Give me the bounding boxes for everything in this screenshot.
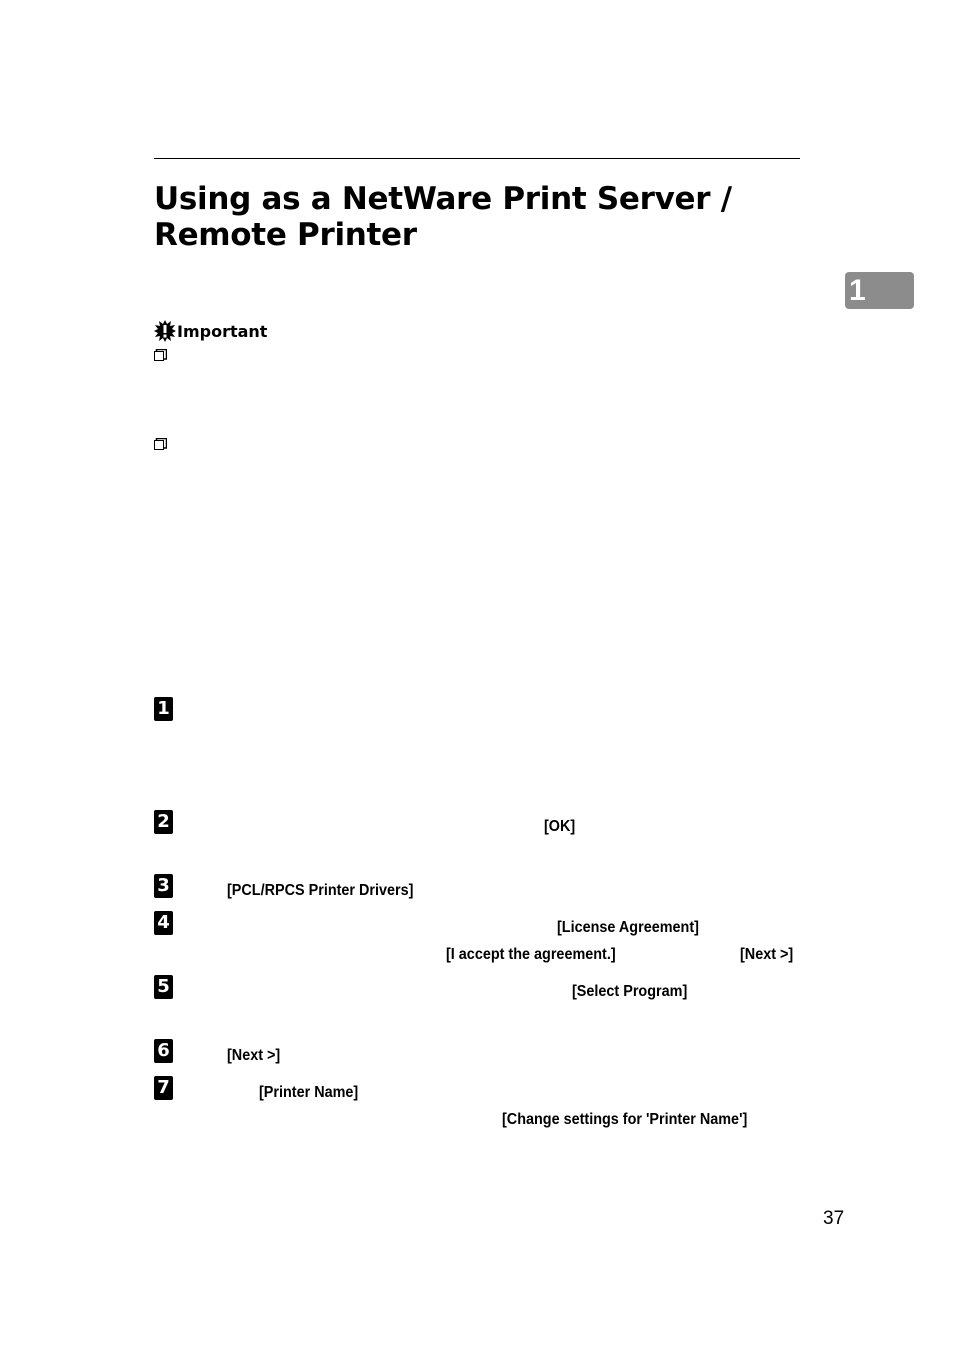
- change-settings-label: [Change settings for 'Printer Name']: [502, 1111, 748, 1128]
- ok-button-label: [OK]: [544, 818, 576, 835]
- license-agreement-label: [License Agreement]: [557, 919, 699, 936]
- step-number: 2: [154, 810, 173, 834]
- step-number: 5: [154, 975, 173, 999]
- page-number: 37: [823, 1208, 845, 1229]
- bullet-checkbox-icon: [154, 349, 166, 361]
- step-number: 1: [154, 697, 173, 721]
- next-button-label: [Next >]: [227, 1047, 281, 1064]
- accept-agreement-label: [I accept the agreement.]: [446, 946, 616, 963]
- important-label: Important: [177, 321, 268, 341]
- pcl-rpcs-printer-drivers-label: [PCL/RPCS Printer Drivers]: [227, 882, 414, 899]
- step-number: 6: [154, 1039, 173, 1063]
- select-program-label: [Select Program]: [572, 983, 688, 1000]
- important-burst-icon: [154, 320, 176, 342]
- step-number: 7: [154, 1076, 173, 1100]
- printer-name-label: [Printer Name]: [259, 1084, 359, 1101]
- step-number: 4: [154, 911, 173, 935]
- step-number: 3: [154, 874, 173, 898]
- chapter-tab: [845, 272, 914, 309]
- page-title: Using as a NetWare Print Server / Remote Printer: [154, 181, 732, 253]
- important-heading: [154, 319, 267, 343]
- next-button-label: [Next >]: [740, 946, 794, 963]
- bullet-checkbox-icon: [154, 438, 166, 450]
- chapter-tab-number: 1: [849, 274, 866, 307]
- header-rule: [154, 158, 800, 159]
